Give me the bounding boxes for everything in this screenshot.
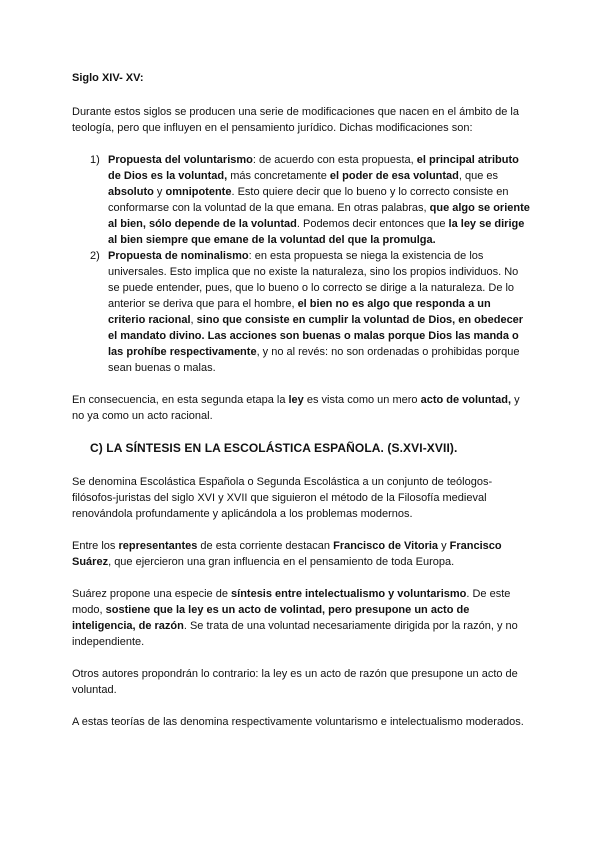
modifications-list [72,152,530,376]
bold-text-run: el bien no es algo que responda a un criterio racional [108,298,491,326]
bold-text-run: Francisco Suárez [72,540,502,568]
list-number: 1) [90,154,100,166]
text-run: , que ejercieron una gran influencia en el pensamiento de toda Europa. [108,556,455,568]
list-item-text [108,250,523,374]
bold-text-run: Francisco de Vitoria [333,540,439,552]
text-run: En consecuencia, en esta segunda etapa la [72,394,289,406]
text-run: es vista como un mero [303,394,421,406]
bold-text-run: la ley se dirige al bien siempre que emane de la voluntad del que la promulga. [108,218,525,246]
definition-paragraph: Se denomina Escolástica Española o Segunda Escolástica a un conjunto de teólogos-filósofos-juristas del siglo XVI y XVII que siguieron el método de la Filosofía medieval renovándola profundamente y aplicándola a los problemas modernos. [72,476,493,520]
bold-text-run: el poder de esa voluntad [329,170,459,182]
text-run: más concretamente [227,170,330,182]
text-run: y no ya como un acto racional. [72,394,520,422]
text-run: Entre los [72,540,119,552]
list-item-voluntarismo [72,152,530,248]
representantes-paragraph [72,538,530,570]
text-run: : en esta propuesta se niega la existencia de los universales. Esto implica que no existe la naturaleza, sino los propios individuos. No se puede entender, pues, que lo bueno o lo correcto se dirige a la naturaleza. De lo anterior se deriva que para el hombre, [108,250,519,310]
section-title-sintesis: C) LA SÍNTESIS EN LA ESCOLÁSTICA ESPAÑOLA. (S.XVI-XVII). [90,441,458,455]
section-heading-siglo: Siglo XIV- XV: [72,72,144,84]
text-run: . Se trata de una voluntad necesariamente dirigida por la razón, y no independiente. [72,620,518,648]
bold-text-run: síntesis entre intelectualismo y voluntarismo [231,588,467,600]
list-number: 2) [90,250,100,262]
bold-text-run: el principal atributo de Dios es la voluntad, [108,154,519,182]
bold-text-run: representantes [118,540,198,552]
text-run: , que es [458,170,499,182]
bold-text-run: acto de voluntad, [420,394,512,406]
list-item-text [108,154,530,246]
text-run: Suárez propone una especie de [72,588,232,600]
text-run: . Podemos decir entonces que [296,218,449,230]
bold-text-run: Propuesta del voluntarismo [108,154,253,166]
otros-autores-paragraph: Otros autores propondrán lo contrario: la ley es un acto de razón que presupone un acto de voluntad. [72,668,518,696]
bold-text-run: sino que consiste en cumplir la voluntad de Dios, en obedecer el mandato divino. Las acciones son buenas o malas porque Dios las manda o las prohíbe respectivamente [108,314,524,358]
suarez-paragraph [72,586,530,650]
intro-paragraph: Durante estos siglos se producen una serie de modificaciones que nacen en el ámbito de la teología, pero que influyen en el pensamiento jurídico. Dichas modificaciones son: [72,106,519,134]
bold-text-run: omnipotente [165,186,232,198]
bold-text-run: sostiene que la ley es un acto de volintad, pero presupone un acto de inteligencia, de razón [72,604,470,632]
bold-text-run: que algo se oriente al bien, sólo depende de la voluntad [108,202,530,230]
list-item-nominalismo [72,248,530,376]
text-run: , [190,314,197,326]
final-paragraph: A estas teorías de las denomina respectivamente voluntarismo e intelectualismo moderados. [72,716,524,728]
text-run: y [438,540,450,552]
consequence-paragraph [72,392,530,424]
text-run: , y no al revés: no son ordenadas o prohibidas porque sean buenas o malas. [108,346,520,374]
text-run: . Esto quiere decir que lo bueno y lo correcto consiste en conformarse con la voluntad de la que emana. En otras palabras, [108,186,509,214]
bold-text-run: absoluto [108,186,154,198]
document-body [72,70,530,746]
text-run: : de acuerdo con esta propuesta, [252,154,417,166]
text-run: y [153,186,166,198]
text-run: de esta corriente destacan [197,540,334,552]
text-run: . De este modo, [72,588,511,616]
bold-text-run: ley [288,394,304,406]
bold-text-run: Propuesta de nominalismo [108,250,249,262]
